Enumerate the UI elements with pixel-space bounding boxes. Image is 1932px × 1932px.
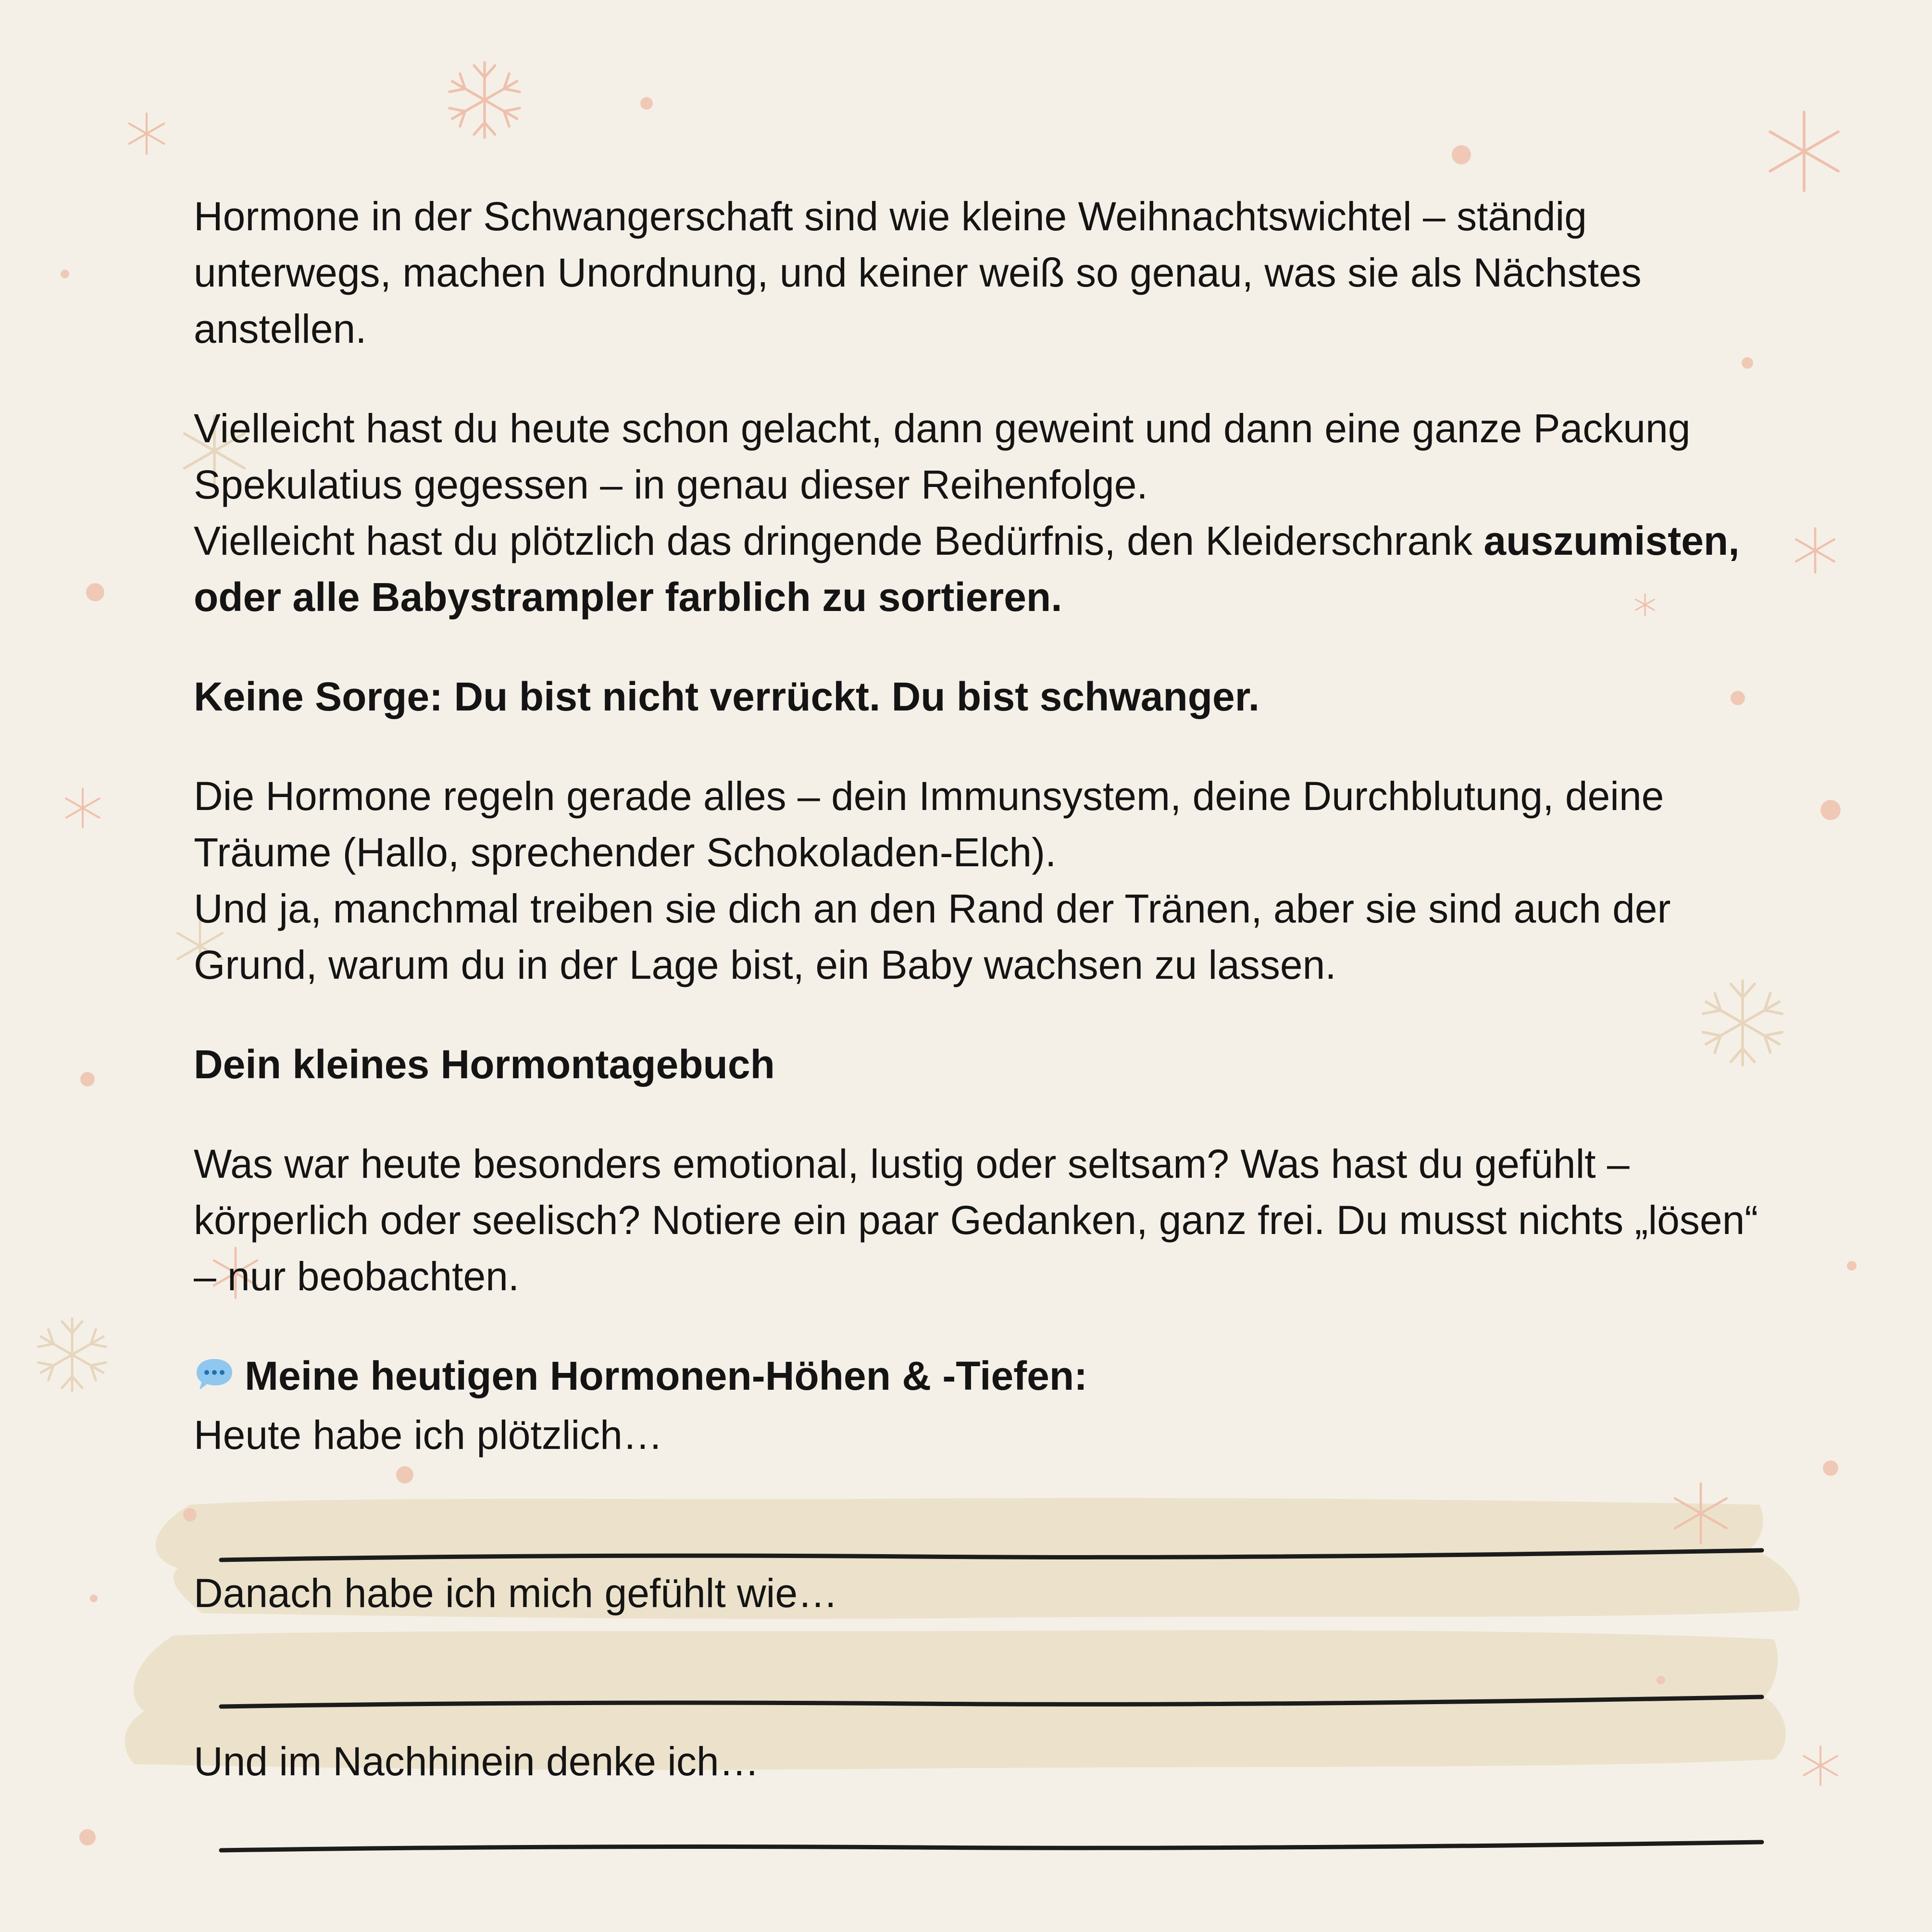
mood-text: Vielleicht hast du heute schon gelacht, dann geweint und dann eine ganze Packung Spekulatius gegessen – in genau dieser Reihenfolge. xyxy=(194,406,1691,507)
mood-paragraph xyxy=(194,400,1780,625)
snowflake-icon xyxy=(1796,528,1834,573)
journal-heading-text: Meine heutigen Hormonen-Höhen & -Tiefen: xyxy=(245,1353,1088,1398)
journal-prompt-2: Danach habe ich mich gefühlt wie… xyxy=(194,1571,838,1616)
hormones-paragraph xyxy=(194,768,1780,993)
reassurance-text: Keine Sorge: Du bist nicht verrückt. Du bist schwanger. xyxy=(194,674,1260,719)
hormones-text: Die Hormone regeln gerade alles – dein Immunsystem, deine Durchblutung, deine Träume (Hallo, sprechender Schokoladen-Elch). xyxy=(194,773,1664,875)
tears-text: Und ja, manchmal treiben sie dich an den Rand der Tränen, aber sie sind auch der Grund, warum du in der Lage bist, ein Baby wachsen zu lassen. xyxy=(194,886,1671,987)
journal-heading xyxy=(194,1348,1780,1407)
main-text xyxy=(194,188,1780,1463)
reassurance-heading xyxy=(194,669,1780,725)
journal-prompt-3: Und im Nachhinein denke ich… xyxy=(194,1739,760,1784)
writing-line-3 xyxy=(221,1842,1762,1850)
snowflake-icon xyxy=(66,789,99,827)
speech-bubble-icon xyxy=(194,1351,235,1407)
snowflake-icon xyxy=(449,62,520,137)
snowflake-icon xyxy=(1770,112,1838,191)
journal-prompt-1: Heute habe ich plötzlich… xyxy=(194,1412,663,1458)
urge-text-bold: auszumisten, oder alle Babystrampler farblich zu sortieren. xyxy=(194,518,1740,620)
snowflake-icon xyxy=(1804,1746,1837,1785)
snowflake-icon xyxy=(129,113,164,154)
intro-paragraph: Hormone in der Schwangerschaft sind wie kleine Weihnachtswichtel – ständig unterwegs, machen Unordnung, und keiner weiß so genau, was sie als Nächstes anstellen. xyxy=(194,194,1642,351)
diary-heading-text: Dein kleines Hormontagebuch xyxy=(194,1042,775,1087)
urge-text: Vielleicht hast du plötzlich das dringende Bedürfnis, den Kleiderschrank xyxy=(194,518,1473,563)
snowflake-icon xyxy=(38,1319,106,1391)
diary-prompt: Was war heute besonders emotional, lustig oder seltsam? Was hast du gefühlt – körperlich oder seelisch? Notiere ein paar Gedanken, ganz frei. Du musst nichts „lösen“ – nur beobachten. xyxy=(194,1141,1758,1299)
diary-heading xyxy=(194,1036,1780,1093)
